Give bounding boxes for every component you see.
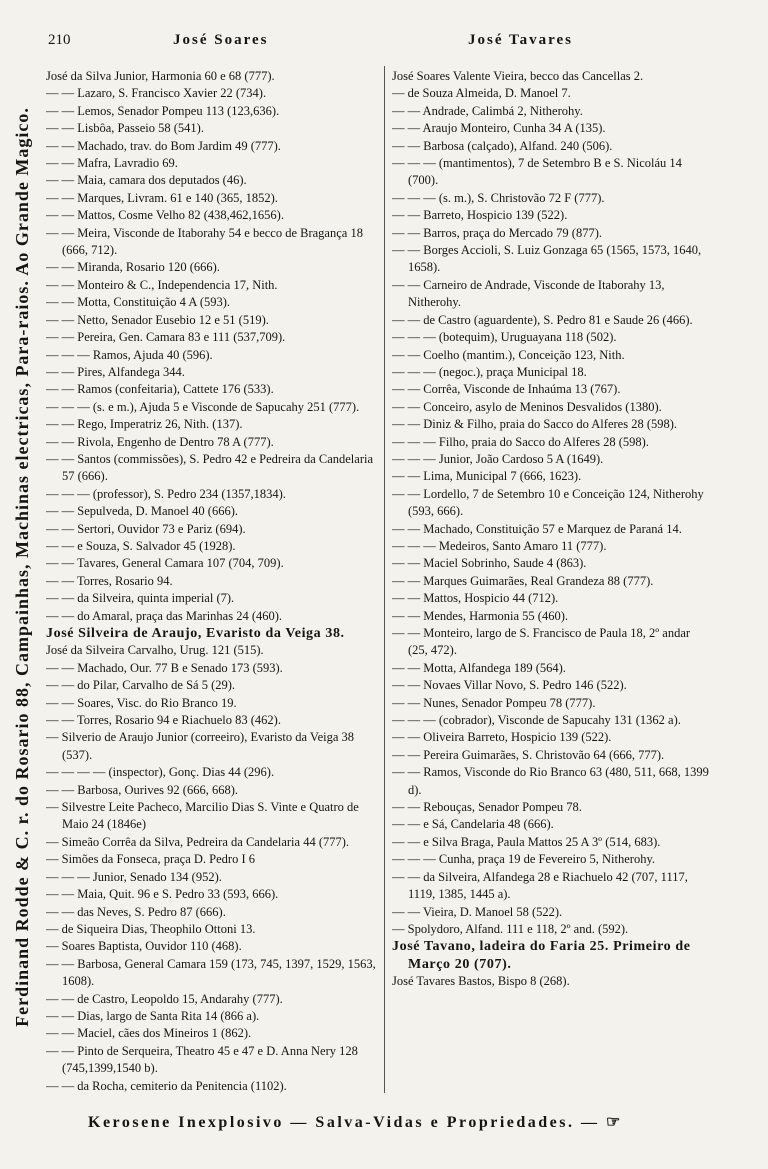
directory-entry: — — e Sá, Candelaria 48 (666). — [392, 817, 554, 832]
directory-entry: — — Lazaro, S. Francisco Xavier 22 (734). — [46, 86, 267, 101]
right-running-title: José Tavares — [468, 32, 573, 48]
directory-entry: — — Miranda, Rosario 120 (666). — [46, 260, 220, 275]
directory-entry: — — Maia, camara dos deputados (46). — [46, 173, 247, 188]
directory-entry: — Silvestre Leite Pacheco, Marcilio Dias S. Vinte e Quatro de Maio 24 (1846e) — [46, 800, 359, 832]
right-column — [392, 68, 710, 1093]
directory-entry: — — do Pilar, Carvalho de Sá 5 (29). — [46, 678, 236, 693]
directory-entry: José Soares Valente Vieira, becco das Cancellas 2. — [392, 69, 644, 83]
directory-entry: — — Marques Guimarães, Real Grandeza 88 (777). — [392, 573, 654, 588]
directory-entry: — — Machado, trav. do Bom Jardim 49 (777). — [46, 138, 281, 153]
directory-entry: — de Siqueira Dias, Theophilo Ottoni 13. — [46, 921, 256, 936]
directory-entry: — — Coelho (mantim.), Conceição 123, Nith. — [392, 347, 625, 362]
directory-entry: — — Motta, Constituição 4 A (593). — [46, 295, 231, 310]
directory-entry: — — Nunes, Senador Pompeu 78 (777). — [392, 695, 596, 710]
directory-entry: — — Maciel Sobrinho, Saude 4 (863). — [392, 556, 587, 571]
directory-entry: — — Ramos (confeitaria), Cattete 176 (533). — [46, 382, 274, 397]
directory-entry: — — da Silveira, quinta imperial (7). — [46, 591, 235, 606]
directory-entry: — — — (s. e m.), Ajuda 5 e Visconde de Sapucahy 251 (777). — [46, 399, 360, 414]
directory-entry: — — de Castro, Leopoldo 15, Andarahy (777). — [46, 991, 283, 1006]
directory-entry: — — Pires, Alfandega 344. — [46, 364, 185, 379]
directory-entry: — — Netto, Senador Eusebio 12 e 51 (519). — [46, 312, 269, 327]
directory-entry: — — — Ramos, Ajuda 40 (596). — [46, 347, 213, 362]
directory-entry: — — Monteiro, largo de S. Francisco de Paula 18, 2º andar (25, 472). — [392, 626, 691, 658]
directory-entry: — — de Castro (aguardente), S. Pedro 81 e Saude 26 (466). — [392, 312, 693, 327]
directory-entry: — — Machado, Our. 77 B e Senado 173 (593). — [46, 660, 283, 675]
directory-entry: — de Souza Almeida, D. Manoel 7. — [392, 86, 571, 101]
side-advertisement: Ferdinand Rodde & C. r. do Rosario 88, Campainhas, Machinas electricas, Para-raios. Ao Grande Magico. — [12, 107, 32, 1027]
directory-entry: — — Araujo Monteiro, Cunha 34 A (135). — [392, 121, 606, 136]
directory-entry: — — Barreto, Hospicio 139 (522). — [392, 208, 568, 223]
directory-entry: — — da Rocha, cemiterio da Penitencia (1102). — [46, 1078, 287, 1093]
directory-entry: — — — (professor), S. Pedro 234 (1357,1834). — [46, 486, 286, 501]
directory-entry: José da Silva Junior, Harmonia 60 e 68 (777). — [46, 69, 275, 83]
left-column — [46, 68, 376, 1093]
directory-entry: — — Mattos, Hospicio 44 (712). — [392, 591, 559, 606]
directory-entry: — — Monteiro & C., Independencia 17, Nith. — [46, 277, 278, 292]
directory-entry: — — Lordello, 7 de Setembro 10 e Conceição 124, Nitherohy (593, 666). — [392, 486, 704, 519]
page-header — [48, 32, 718, 54]
directory-entry: — Silverio de Araujo Junior (correeiro), Evaristo da Veiga 38 (537). — [46, 730, 355, 762]
directory-entry: — — Carneiro de Andrade, Visconde de Itaborahy 13, Nitherohy. — [392, 277, 665, 310]
directory-entry: — — Novaes Villar Novo, S. Pedro 146 (522). — [392, 678, 627, 693]
directory-entry: — — — Junior, Senado 134 (952). — [46, 869, 222, 884]
directory-entry: José Tavares Bastos, Bispo 8 (268). — [392, 974, 570, 989]
directory-entry: — — Tavares, General Camara 107 (704, 709). — [46, 556, 284, 571]
directory-entry: — Soares Baptista, Ouvidor 110 (468). — [46, 939, 242, 954]
directory-entry: José Tavano, ladeira do Faria 25. Primeiro de Março 20 (707). — [392, 939, 691, 972]
directory-entry: — — Ramos, Visconde do Rio Branco 63 (480, 511, 668, 1399 d). — [392, 765, 709, 797]
directory-entry: — — — Junior, João Cardoso 5 A (1649). — [392, 451, 604, 466]
directory-entry: — — — — (inspector), Gonç. Dias 44 (296). — [46, 765, 275, 780]
directory-entry: — — Torres, Rosario 94 e Riachuelo 83 (462). — [46, 713, 281, 728]
directory-entry: — — Conceiro, asylo de Meninos Desvalidos (1380). — [392, 399, 662, 414]
directory-entry: — — Mattos, Cosme Velho 82 (438,462,1656). — [46, 208, 284, 223]
directory-entry: — — e Souza, S. Salvador 45 (1928). — [46, 538, 236, 553]
directory-entry: — — — Medeiros, Santo Amaro 11 (777). — [392, 538, 607, 553]
directory-entry: — — Sepulveda, D. Manoel 40 (666). — [46, 504, 238, 519]
directory-entry: — — Corrêa, Visconde de Inhaúma 13 (767). — [392, 382, 621, 397]
directory-entry: — — Machado, Constituição 57 e Marquez de Paraná 14. — [392, 521, 682, 536]
footer-advertisement: Kerosene Inexplosivo — Salva-Vidas e Propriedades. — ☞ — [88, 1114, 623, 1131]
directory-entry: — — Barbosa (calçado), Alfand. 240 (506). — [392, 138, 613, 153]
left-running-title: José Soares — [173, 32, 269, 48]
directory-entry: — — Motta, Alfandega 189 (564). — [392, 660, 566, 675]
directory-entry: — — Santos (commissões), S. Pedro 42 e Pedreira da Candelaria 57 (666). — [46, 451, 374, 484]
directory-entry: — — Marques, Livram. 61 e 140 (365, 1852). — [46, 190, 278, 205]
directory-entry: — — — Filho, praia do Sacco do Alferes 28 (598). — [392, 434, 649, 449]
directory-entry: — Simões da Fonseca, praça D. Pedro I 6 — [46, 852, 255, 867]
directory-entry: — — Oliveira Barreto, Hospicio 139 (522). — [392, 730, 612, 745]
directory-entry: — — Lemos, Senador Pompeu 113 (123,636). — [46, 103, 280, 118]
directory-entry: — Spolydoro, Alfand. 111 e 118, 2º and. (592). — [392, 921, 629, 936]
directory-entry: — — Torres, Rosario 94. — [46, 573, 173, 588]
directory-entry: — — Meira, Visconde de Itaborahy 54 e becco de Bragança 18 (666, 712). — [46, 225, 363, 258]
directory-entry: — — Mendes, Harmonia 55 (460). — [392, 608, 569, 623]
directory-entry: — — — (botequim), Uruguayana 118 (502). — [392, 330, 617, 345]
directory-entry: — — Rebouças, Senador Pompeu 78. — [392, 800, 582, 815]
column-divider — [384, 66, 385, 1093]
directory-entry: — — Soares, Visc. do Rio Branco 19. — [46, 695, 237, 710]
directory-entry: — — Barros, praça do Mercado 79 (877). — [392, 225, 603, 240]
directory-entry: — — Barbosa, General Camara 159 (173, 745, 1397, 1529, 1563, 1608). — [46, 956, 376, 989]
directory-entry: José Silveira de Araujo, Evaristo da Veiga 38. — [46, 626, 345, 641]
directory-entry: — — Pereira Guimarães, S. Christovão 64 (666, 777). — [392, 747, 665, 762]
directory-entry: — — e Silva Braga, Paula Mattos 25 A 3º (514, 683). — [392, 834, 661, 849]
directory-entry: — — Lima, Municipal 7 (666, 1623). — [392, 469, 582, 484]
directory-entry: José da Silveira Carvalho, Urug. 121 (515). — [46, 643, 264, 658]
directory-entry: — — Lisbôa, Passeio 58 (541). — [46, 121, 204, 136]
directory-entry: — — — (cobrador), Visconde de Sapucahy 131 (1362 a). — [392, 713, 681, 728]
directory-entry: — — — (s. m.), S. Christovão 72 F (777). — [392, 190, 605, 205]
directory-entry: — — — (negoc.), praça Municipal 18. — [392, 364, 587, 379]
directory-entry: — — Pereira, Gen. Camara 83 e 111 (537,709). — [46, 330, 286, 345]
directory-entry: — — Rivola, Engenho de Dentro 78 A (777). — [46, 434, 274, 449]
directory-entry: — — do Amaral, praça das Marinhas 24 (460). — [46, 608, 283, 623]
directory-entry: — — Vieira, D. Manoel 58 (522). — [392, 904, 563, 919]
directory-entry: — — das Neves, S. Pedro 87 (666). — [46, 904, 226, 919]
directory-entry: — — Borges Accioli, S. Luiz Gonzaga 65 (1565, 1573, 1640, 1658). — [392, 243, 702, 275]
directory-entry: — — da Silveira, Alfandega 28 e Riachuelo 42 (707, 1117, 1119, 1385, 1445 a). — [392, 869, 688, 902]
page-number: 210 — [48, 32, 71, 48]
directory-entry: — — Barbosa, Ourives 92 (666, 668). — [46, 782, 238, 797]
directory-entry: — — Mafra, Lavradio 69. — [46, 156, 178, 171]
directory-entry: — — Rego, Imperatriz 26, Nith. (137). — [46, 417, 243, 432]
directory-entry: — — — Cunha, praça 19 de Fevereiro 5, Nitherohy. — [392, 852, 656, 867]
directory-entry: — — Dias, largo de Santa Rita 14 (866 a). — [46, 1008, 260, 1023]
directory-entry: — — Andrade, Calimbá 2, Nitherohy. — [392, 103, 583, 118]
directory-entry: — — — (mantimentos), 7 de Setembro B e S. Nicoláu 14 (700). — [392, 156, 682, 188]
directory-entry: — — Maia, Quit. 96 e S. Pedro 33 (593, 666). — [46, 887, 279, 902]
directory-entry: — — Sertori, Ouvidor 73 e Pariz (694). — [46, 521, 246, 536]
directory-entry: — Simeão Corrêa da Silva, Pedreira da Candelaria 44 (777). — [46, 834, 350, 849]
directory-entry: — — Maciel, cães dos Mineiros 1 (862). — [46, 1026, 252, 1041]
directory-entry: — — Diniz & Filho, praia do Sacco do Alferes 28 (598). — [392, 417, 678, 432]
directory-entry: — — Pinto de Serqueira, Theatro 45 e 47 e D. Anna Nery 128 (745,1399,1540 b). — [46, 1043, 358, 1076]
